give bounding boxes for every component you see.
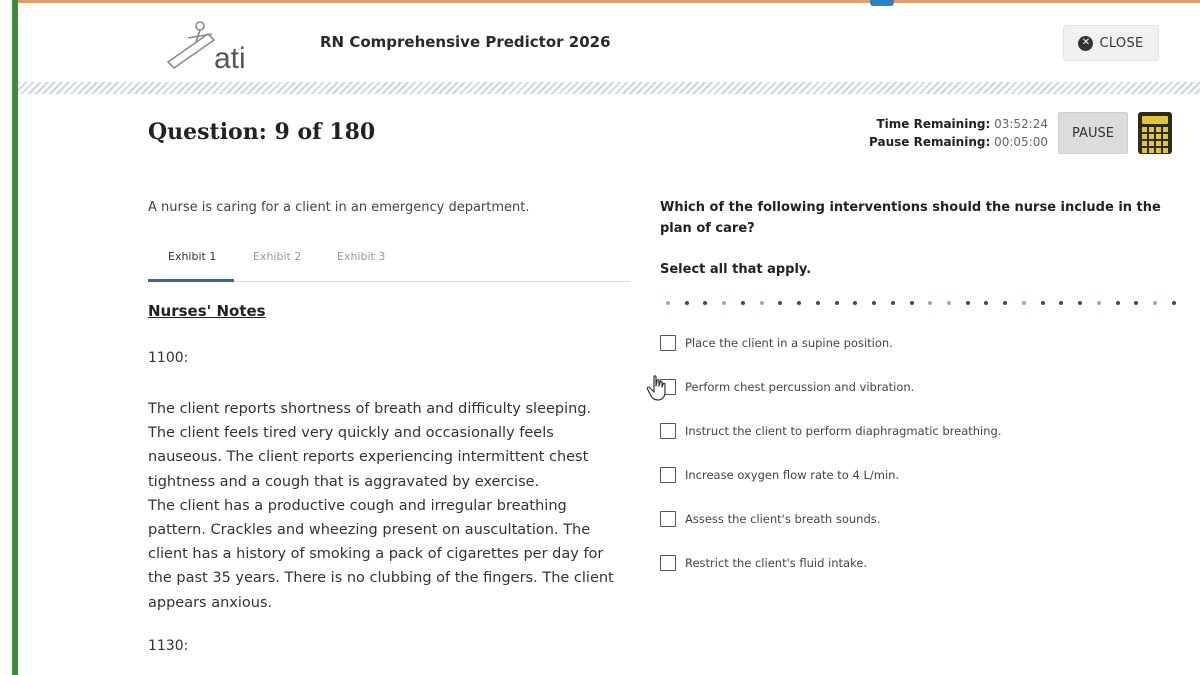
question-stem: A nurse is caring for a client in an emergency department. (148, 200, 530, 215)
option-label: Perform chest percussion and vibration. (685, 380, 915, 394)
note-time-1130: 1130: (148, 638, 189, 654)
option-5[interactable] (660, 508, 880, 530)
notes-text: The client reports shortness of breath and difficulty sleeping. The client feels tired very quickly and occasionally feels nauseous. The client reports experiencing intermittent chest tightness and a cough that is aggravated by exercise. The client has a productive cough and irregular breathing pattern. Crackles and wheezing present on auscultation. The client has a history of smoking a pack of cigarettes per day for the past 35 years. There is no clubbing of the fingers. The client appears anxious. (148, 401, 614, 611)
tab-exhibit-1[interactable]: Exhibit 1 (168, 250, 217, 263)
note-time-1100: 1100: (148, 350, 189, 366)
option-label: Place the client in a supine position. (685, 336, 893, 350)
pause-remaining-value: 00:05:00 (994, 135, 1048, 149)
tab-exhibit-3[interactable]: Exhibit 3 (337, 250, 386, 263)
option-label: Assess the client's breath sounds. (685, 512, 881, 526)
hand-cursor-icon (645, 374, 669, 402)
notes-body (148, 397, 626, 615)
app-title: RN Comprehensive Predictor 2026 (320, 33, 611, 51)
active-tab-indicator (148, 279, 234, 282)
checkbox[interactable] (660, 511, 676, 527)
question-prompt: Which of the following interventions should the nurse include in the plan of care? (660, 200, 1161, 236)
select-instruction: Select all that apply. (660, 262, 812, 277)
ati-logo (160, 18, 270, 74)
notes-title: Nurses' Notes (148, 302, 266, 320)
close-button[interactable] (1063, 25, 1159, 61)
pause-remaining-label: Pause Remaining: (869, 135, 991, 149)
left-accent-bar (12, 0, 18, 675)
calculator-icon[interactable] (1138, 112, 1172, 154)
checkbox[interactable] (660, 335, 676, 351)
option-4[interactable] (660, 464, 899, 486)
top-tab-marker (870, 0, 894, 6)
close-icon: ✕ (1078, 36, 1093, 51)
timer-panel (869, 115, 1048, 151)
checkbox[interactable] (660, 555, 676, 571)
pause-button[interactable]: PAUSE (1058, 112, 1128, 154)
time-remaining-value: 03:52:24 (994, 117, 1048, 131)
time-remaining-label: Time Remaining: (876, 117, 991, 131)
option-6[interactable] (660, 552, 867, 574)
header-divider (18, 82, 1200, 94)
question-title: Question: 9 of 180 (148, 119, 376, 145)
option-2[interactable] (660, 376, 914, 398)
option-3[interactable] (660, 420, 1002, 442)
checkbox[interactable] (660, 467, 676, 483)
option-label: Increase oxygen flow rate to 4 L/min. (685, 468, 900, 482)
checkbox[interactable] (660, 423, 676, 439)
exhibit-tabs (148, 240, 630, 282)
dotted-divider (666, 298, 1176, 308)
option-label: Restrict the client's fluid intake. (685, 556, 868, 570)
svg-text:ati: ati (214, 42, 246, 74)
tab-exhibit-2[interactable]: Exhibit 2 (253, 250, 302, 263)
option-label: Instruct the client to perform diaphragmatic breathing. (685, 424, 1002, 438)
close-label: CLOSE (1099, 35, 1144, 51)
top-accent-line (18, 0, 1200, 3)
option-1[interactable] (660, 332, 893, 354)
